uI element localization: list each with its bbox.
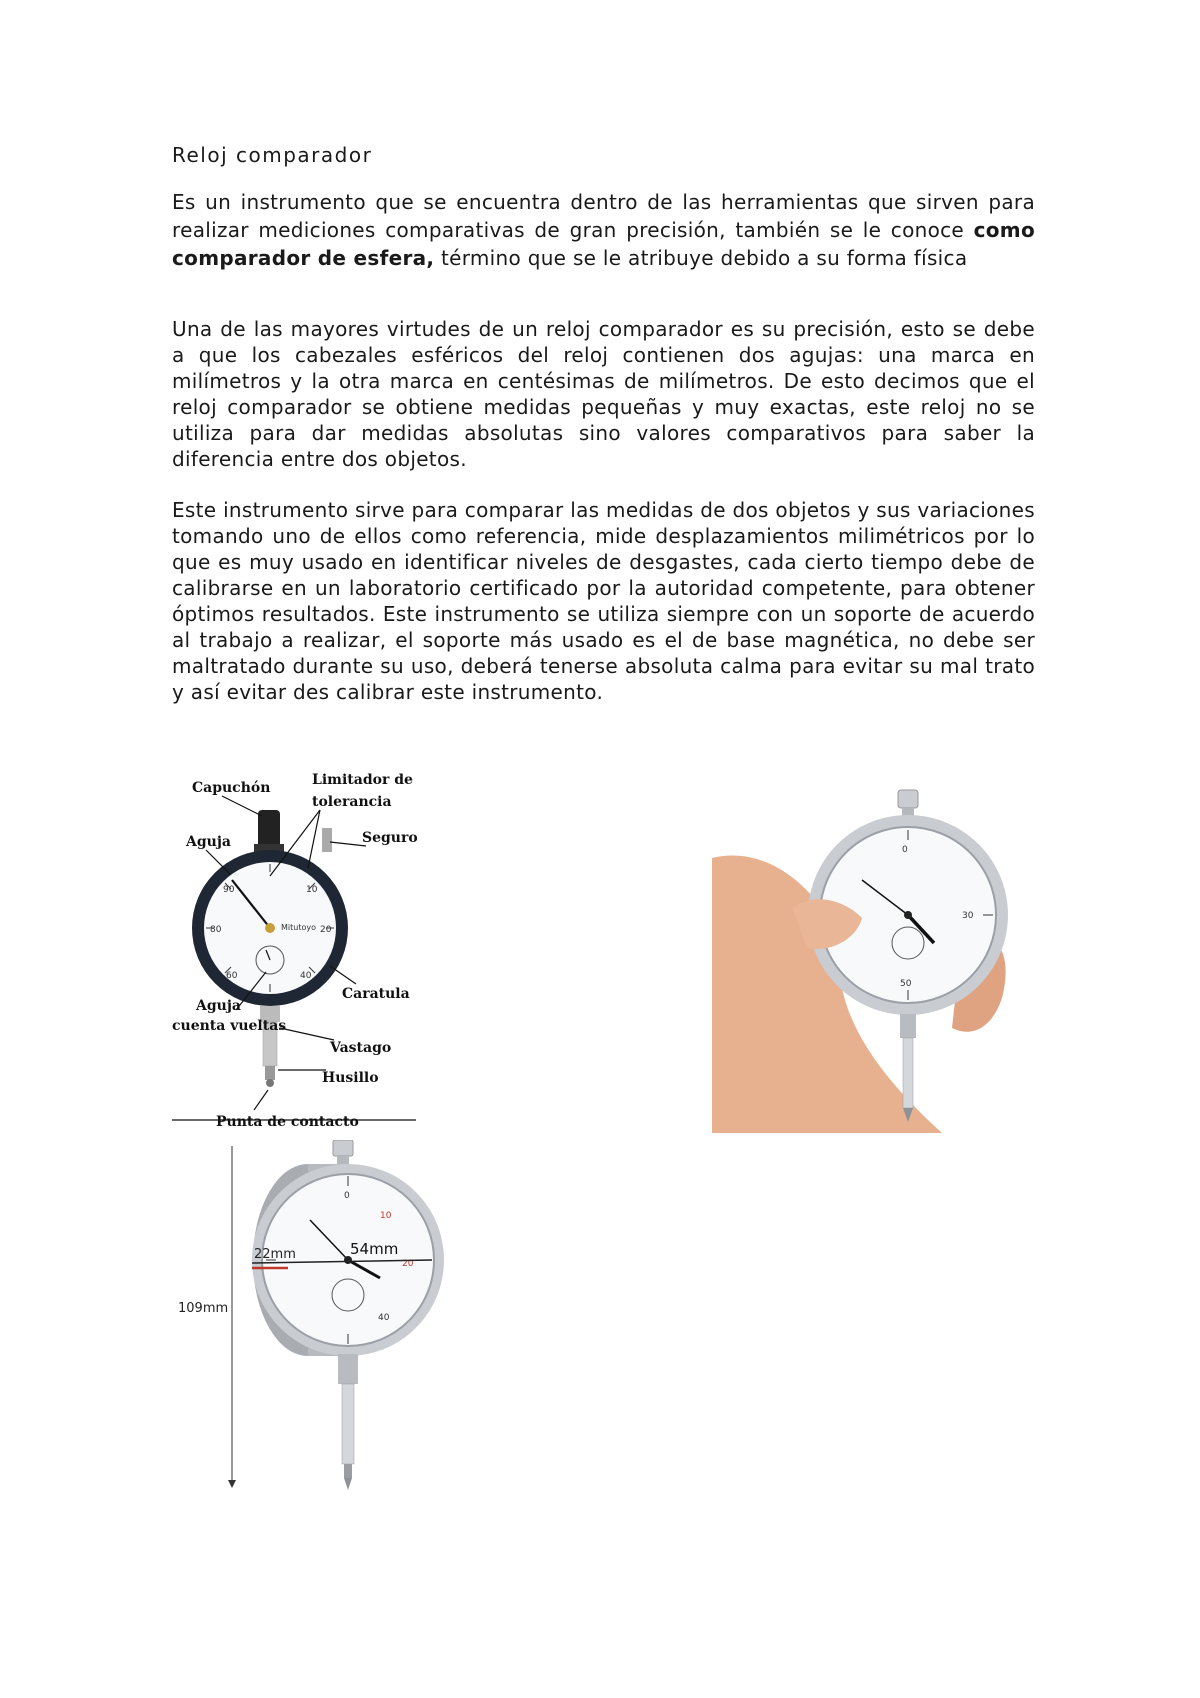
paragraph-precision: Una de las mayores virtudes de un reloj comparador es su precisión, esto se debe a que los cabezales esféricos del reloj contienen dos agujas: una marca en milímetros y la otra marca en centésimas de milímetros. De esto decimos que el reloj comparador se obtiene medidas pequeñas y muy exactas, este reloj no se utiliza para dar medidas absolutas sino valores comparativos para saber la diferencia entre dos objetos. — [172, 317, 1035, 471]
document-title: Reloj comparador — [172, 143, 373, 167]
svg-text:40: 40 — [378, 1313, 390, 1323]
label-limitador-1: Limitador de — [312, 772, 413, 788]
label-punta: Punta de contacto — [216, 1114, 359, 1130]
label-aguja-cuenta-2: cuenta vueltas — [172, 1018, 287, 1034]
label-capuchon: Capuchón — [192, 780, 271, 796]
paragraph-intro-bold: como comparador de esfera, — [172, 218, 1035, 270]
hand-held-dial-photo — [712, 788, 1034, 1133]
svg-text:20: 20 — [320, 925, 332, 935]
label-vastago: Vastago — [330, 1040, 392, 1056]
label-limitador-2: tolerancia — [312, 794, 392, 810]
paragraph-usage: Este instrumento sirve para comparar las medidas de dos objetos y sus variaciones tomando uno de ellos como referencia, mide desplazamientos milimétricos por lo que es muy usado en identificar niveles de desgastes, cada cierto tiempo debe de calibrarse en un laboratorio certificado por la autoridad competente, para obtener óptimos resultados. Este instrumento se utiliza siempre con un soporte de acuerdo al trabajo a realizar, el soporte más usado es el de base magnética, no debe ser maltratado durante su uso, deberá tenerse absoluta calma para evitar su mal trato y así evitar des calibrar este instrumento. — [172, 498, 1035, 704]
diameter-dimension: 54mm — [350, 1240, 399, 1258]
label-seguro: Seguro — [362, 830, 418, 846]
label-aguja: Aguja — [186, 834, 231, 850]
label-caratula: Caratula — [342, 986, 410, 1002]
svg-text:50: 50 — [900, 979, 912, 989]
labeled-dial-diagram — [170, 770, 430, 1130]
label-aguja-cuenta-1: Aguja — [196, 998, 241, 1014]
paragraph-intro-text: Es un instrumento que se encuentra dentro de las herramientas que sirven para realizar mediciones comparativas de gran precisión, también se le conoce — [172, 190, 1035, 242]
svg-text:10: 10 — [306, 885, 318, 895]
svg-text:0: 0 — [344, 1191, 350, 1201]
svg-text:10: 10 — [380, 1211, 392, 1221]
svg-text:0: 0 — [902, 845, 908, 855]
depth-dimension: 22mm — [254, 1247, 296, 1262]
svg-text:30: 30 — [962, 911, 974, 921]
height-dimension: 109mm — [178, 1301, 229, 1316]
svg-text:40: 40 — [300, 971, 312, 981]
paragraph-intro — [172, 188, 1035, 272]
svg-text:60: 60 — [226, 971, 238, 981]
svg-text:20: 20 — [402, 1259, 414, 1269]
label-husillo: Husillo — [322, 1070, 379, 1086]
svg-text:90: 90 — [223, 885, 235, 895]
brand-label: Mitutoyo — [281, 923, 316, 932]
paragraph-intro-end: término que se le atribuye debido a su forma física — [434, 246, 968, 270]
dimensioned-dial-diagram — [170, 1140, 450, 1492]
svg-text:80: 80 — [210, 925, 222, 935]
